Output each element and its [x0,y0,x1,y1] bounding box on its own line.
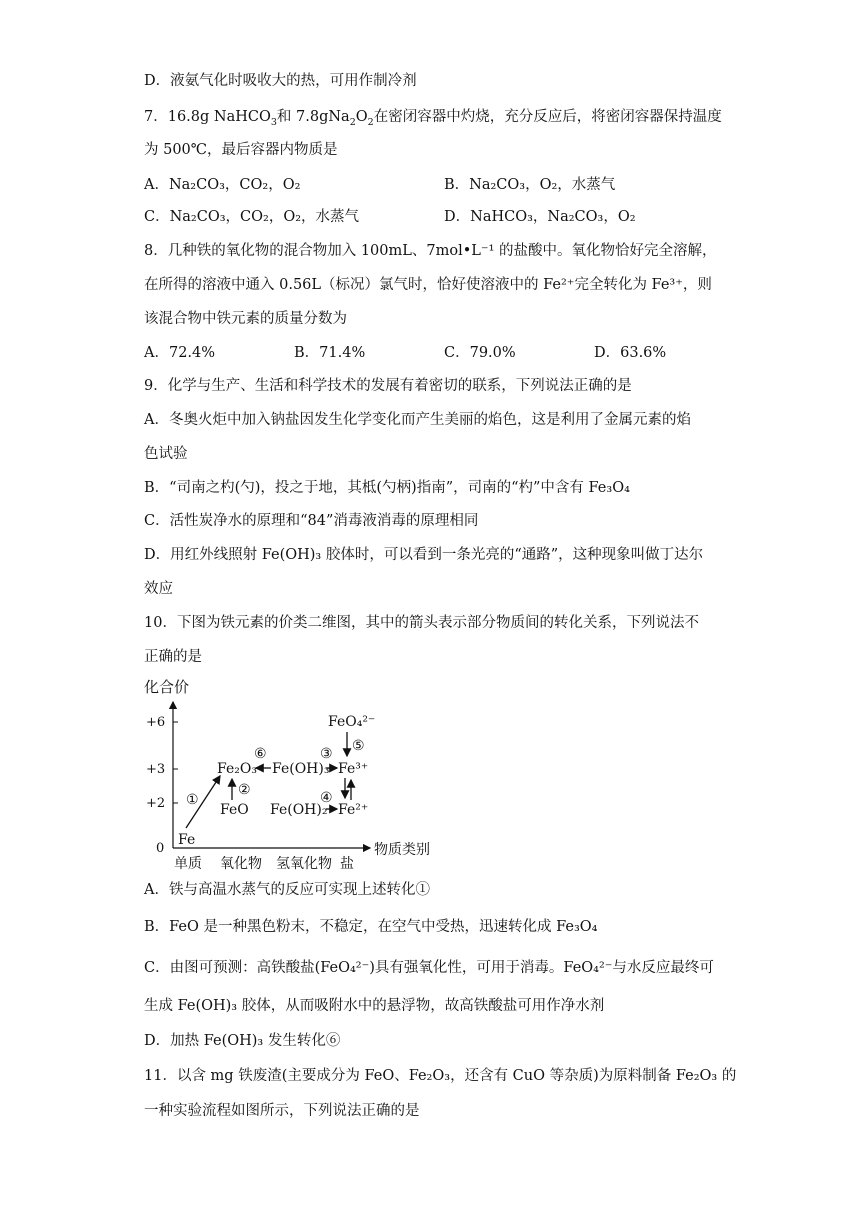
q7-stem-line1: 7．16.8g NaHCO$_3$和 $7.8gNa_2O_2$在密闭容器中灼烧，充分反应后，将密闭容器保持温度 [144,109,722,128]
q9-option-a-line2: 色试验 [144,446,188,462]
species-fe: Fe [178,832,196,848]
step-3-label: ③ [320,746,333,762]
q9-option-d-line1: D．用红外线照射 Fe(OH)₃ 胶体时，可以看到一条光亮的“通路”，这种现象叫做丁达尔 [144,547,704,563]
q11-stem-line2: 一种实验流程如图所示，下列说法正确的是 [144,1103,420,1119]
q7-stem-part2: 和 7.8gNa [276,109,350,125]
q9-option-a-line1: A．冬奥火炬中加入钠盐因发生化学变化而产生美丽的焰色，这是利用了金属元素的焰 [144,412,691,428]
q7-stem-part3: 在密闭容器中灼烧，充分反应后，将密闭容器保持温度 [373,109,722,125]
q10-stem-line2: 正确的是 [144,649,202,665]
q9-option-b: B．“司南之杓(勺)，投之于地，其柢(勺柄)指南”，司南的“杓”中含有 Fe₃O₄ [144,480,630,496]
q9-stem: 9．化学与生产、生活和科学技术的发展有着密切的联系，下列说法正确的是 [144,378,632,394]
q7-stem-line2: 为 500℃，最后容器内物质是 [144,142,338,158]
q9-option-c: C．活性炭净水的原理和“84”消毒液消毒的原理相同 [144,513,479,529]
y-tick-label-2: +2 [146,796,166,811]
step-5-label: ⑤ [352,738,365,754]
species-feoh3: Fe(OH)₃ [272,761,330,777]
step-4-label: ④ [320,790,333,806]
q10-option-b: B．FeO 是一种黑色粉末，不稳定，在空气中受热，迅速转化成 Fe₃O₄ [144,919,598,935]
species-fe2o3: Fe₂O₃ [217,761,257,777]
step-2-label: ② [238,782,251,798]
q8-stem-line2: 在所得的溶液中通入 0.56L（标况）氯气时，恰好使溶液中的 Fe²⁺完全转化为 Fe³⁺，则 [144,277,712,293]
y-tick-label-0: 0 [156,841,165,856]
q8-option-d: D．63.6% [594,345,667,361]
q7-option-d: D．NaHCO₃，Na₂CO₃，O₂ [444,209,636,225]
q10-stem-line1: 10．下图为铁元素的价类二维图，其中的箭头表示部分物质间的转化关系，下列说法不 [144,615,699,631]
q8-option-a: A．72.4% [144,345,216,361]
q8-stem-line3: 该混合物中铁元素的质量分数为 [144,311,347,327]
species-feo4: FeO₄²⁻ [328,714,376,730]
iron-valence-category-diagram [140,672,470,872]
species-fe2plus: Fe²⁺ [338,802,369,818]
species-feoh2: Fe(OH)₂ [270,802,328,818]
step-1-label: ① [186,792,199,808]
y-tick-label-6: +6 [146,715,166,730]
q8-stem-line1: 8．几种铁的氧化物的混合物加入 100mL、7mol•L⁻¹ 的盐酸中。氧化物恰好完全溶解， [144,243,717,259]
y-tick-label-3: +3 [146,762,166,777]
q6-option-d: D．液氨气化时吸收大的热，可用作制冷剂 [144,73,417,89]
q7-stem-part1: 7．16.8g NaHCO [144,109,271,125]
q10-option-d: D．加热 Fe(OH)₃ 发生转化⑥ [144,1033,341,1049]
q9-option-d-line2: 效应 [144,581,173,597]
q7-option-a: A．Na₂CO₃，CO₂，O₂ [144,177,301,193]
q11-stem-line1: 11．以含 mg 铁废渣(主要成分为 FeO、Fe₂O₃，还含有 CuO 等杂质)为原料制备 Fe₂O₃ 的 [144,1068,737,1084]
x-cat-hydroxide: 氢氧化物 [276,856,332,872]
q8-option-b: B．71.4% [294,345,366,361]
y-axis-label: 化合价 [144,678,190,696]
q8-option-c: C．79.0% [444,345,516,361]
q10-option-a: A．铁与高温水蒸气的反应可实现上述转化① [144,882,430,898]
q7-option-c: C．Na₂CO₃，CO₂，O₂，水蒸气 [144,209,360,225]
step-6-label: ⑥ [254,746,267,762]
q10-option-c-line2: 生成 Fe(OH)₃ 胶体，从而吸附水中的悬浮物，故高铁酸盐可用作净水剂 [144,998,605,1014]
q10-option-c-line1: C．由图可预测：高铁酸盐(FeO₄²⁻)具有强氧化性，可用于消毒。FeO₄²⁻与水反应最终可 [144,960,714,976]
x-cat-oxide: 氧化物 [220,856,262,872]
species-fe3plus: Fe³⁺ [338,761,369,777]
species-feo: FeO [220,802,249,818]
q7-option-b: B．Na₂CO₃，O₂，水蒸气 [444,177,616,193]
x-cat-salt: 盐 [340,856,354,872]
x-cat-element: 单质 [174,856,202,872]
x-axis-label: 物质类别 [374,842,430,858]
